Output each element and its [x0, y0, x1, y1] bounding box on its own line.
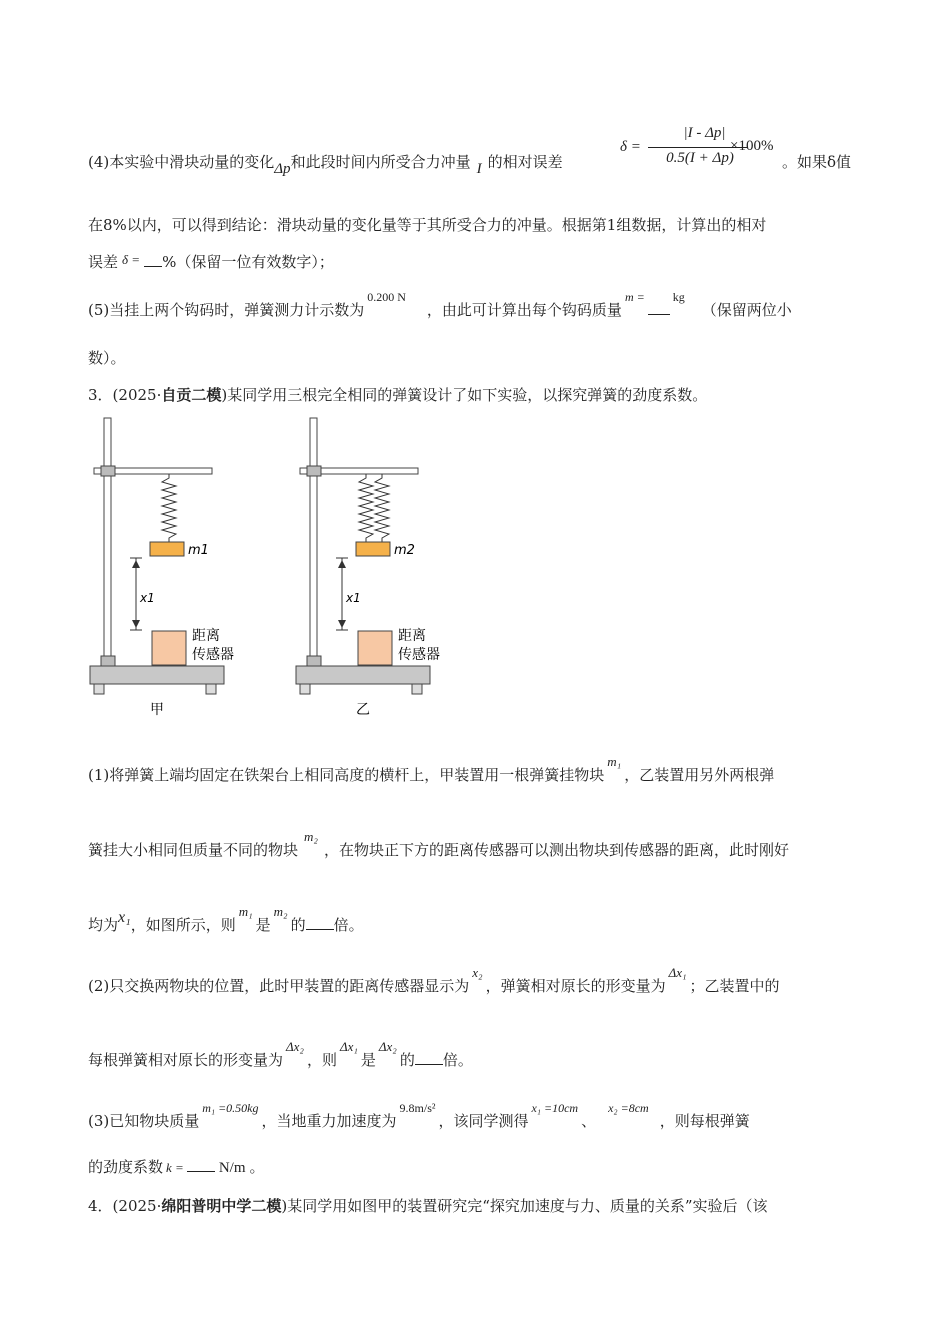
- delta-symbol: δ =: [122, 252, 141, 267]
- m1-symbol: m₁: [238, 904, 253, 919]
- dx1-symbol: Δx₁: [339, 1039, 358, 1054]
- sensor-label-2: 传感器: [398, 647, 440, 663]
- sub1-line-3: [88, 904, 364, 936]
- text: ，则每根弹簧: [659, 1112, 750, 1130]
- sub2-line-2: [88, 1039, 473, 1071]
- text: 、: [581, 1112, 597, 1130]
- q4-line-3: [88, 252, 334, 273]
- text: ，该同学测得: [438, 1112, 529, 1130]
- sensor-label-2: 传感器: [192, 647, 234, 663]
- text: 在8%以内，可以得到结论：滑块动量的变化量等于其所受合力的冲量。根据第1组数据，计算出的相对: [88, 216, 767, 234]
- text: )某同学用三根完全相同的弹簧设计了如下实验，以探究弹簧的劲度系数。: [221, 386, 708, 404]
- x1-value: x₁ =10cm: [531, 1101, 579, 1115]
- formula-delta: δ =: [620, 139, 641, 155]
- m1-symbol: m₁: [607, 754, 622, 769]
- sub2-line-1: [88, 965, 780, 997]
- text: ，当地重力加速度为: [261, 1112, 397, 1130]
- label-x1: x1: [140, 591, 155, 605]
- text: ，在物块正下方的距离传感器可以测出物块到传感器的距离，此时刚好: [323, 841, 789, 859]
- problem-number: 3．(2025·: [88, 386, 162, 404]
- x1-symbol: x₁: [118, 909, 131, 926]
- k-symbol: k =: [166, 1160, 184, 1175]
- answer-blank[interactable]: [144, 252, 162, 267]
- answer-blank[interactable]: [648, 300, 670, 315]
- text: 的相对误差: [487, 153, 563, 171]
- formula-denominator: 0.5(I + Δp): [666, 150, 734, 166]
- problem-source: 绵阳普明中学二模: [161, 1197, 282, 1215]
- mass-value: m₁ =0.50kg: [202, 1101, 259, 1115]
- text: ，乙装置用另外两根弹: [624, 766, 775, 784]
- label-m2: m2: [394, 543, 415, 558]
- text: ；乙装置中的: [689, 977, 780, 995]
- unit: N/m: [218, 1160, 246, 1176]
- text: (1)将弹簧上端均固定在铁架台上相同高度的横杆上，甲装置用一根弹簧挂物块: [88, 766, 605, 784]
- base: [296, 666, 430, 684]
- text: 均为: [88, 916, 119, 934]
- text: 簧挂大小相同但质量不同的物块: [88, 841, 299, 859]
- caption-jia: 甲: [150, 702, 164, 718]
- mass-symbol: m =: [624, 290, 645, 304]
- label-m1: m1: [188, 543, 209, 558]
- text: ，弹簧相对原长的形变量为: [485, 977, 666, 995]
- text: （保留两位小: [701, 301, 792, 319]
- label-x1: x1: [346, 591, 361, 605]
- text: 的劲度系数: [88, 1158, 164, 1176]
- delta-p: Δp: [274, 161, 291, 177]
- answer-blank[interactable]: [415, 1050, 443, 1065]
- base: [90, 666, 224, 684]
- distance-sensor: [358, 631, 392, 665]
- text: (3)已知物块质量: [88, 1112, 200, 1130]
- spring-right: [375, 474, 389, 542]
- text: 。如果δ值: [782, 153, 852, 171]
- text: 是: [360, 1051, 376, 1069]
- q4-line-1-end: [782, 152, 851, 172]
- q5-line-1: [88, 290, 792, 321]
- q5-line-2: [88, 348, 126, 368]
- text: 的: [290, 916, 306, 934]
- answer-blank[interactable]: [306, 915, 334, 930]
- sensor-label-1: 距离: [192, 628, 220, 644]
- text: %（保留一位有效数字）；: [162, 253, 334, 271]
- sub3-line-2: [88, 1157, 265, 1178]
- dx2-symbol: Δx₂: [286, 1039, 304, 1054]
- x2-value: x₂ =8cm: [608, 1101, 649, 1115]
- x2-symbol: x₂: [472, 965, 483, 980]
- sub1-line-2: [88, 829, 789, 861]
- distance-sensor: [152, 631, 186, 665]
- spring-experiment-figure: [86, 412, 446, 722]
- text: 误差: [88, 253, 119, 271]
- mass-block-m1: [150, 542, 184, 556]
- spring: [162, 474, 176, 542]
- spring-reading: 0.200 N: [367, 290, 406, 304]
- problem-number: 4．(2025·: [88, 1197, 162, 1215]
- text: 每根弹簧相对原长的形变量为: [88, 1051, 284, 1069]
- text: (5)当挂上两个钩码时，弹簧测力计示数为: [88, 301, 365, 319]
- text: 。: [249, 1158, 265, 1176]
- m2-symbol: m₂: [304, 829, 318, 844]
- q4-line-2: [88, 215, 766, 235]
- relative-error-formula: [620, 125, 785, 171]
- unit-kg: kg: [672, 290, 685, 304]
- problem-4-stem: [88, 1196, 768, 1216]
- text: 是: [255, 916, 271, 934]
- apparatus-yi: [296, 418, 440, 718]
- text: (2)只交换两物块的位置，此时甲装置的距离传感器显示为: [88, 977, 470, 995]
- text: )某同学用如图甲的装置研究完“探究加速度与力、质量的关系”实验后（该: [281, 1197, 768, 1215]
- text: (4)本实验中滑块动量的变化: [88, 153, 275, 171]
- spring-left: [359, 474, 373, 542]
- mass-block-m2: [356, 542, 390, 556]
- m2-symbol: m₂: [273, 904, 288, 919]
- text: 倍。: [333, 916, 364, 934]
- dx2-symbol: Δx₂: [378, 1039, 397, 1054]
- sub1-line-1: [88, 754, 775, 786]
- text: ，由此可计算出每个钩码质量: [426, 301, 622, 319]
- impulse-I: I: [476, 161, 482, 177]
- problem-source: 自贡二模: [161, 386, 222, 404]
- apparatus-jia: [90, 418, 234, 718]
- formula-multiplier: ×100%: [730, 138, 774, 154]
- caption-yi: 乙: [356, 702, 370, 718]
- sensor-label-1: 距离: [398, 628, 426, 644]
- text: 倍。: [442, 1051, 473, 1069]
- answer-blank[interactable]: [187, 1157, 215, 1172]
- gravity-value: 9.8m/s²: [399, 1101, 436, 1115]
- problem-3-stem: [88, 385, 707, 405]
- q4-line-1: [88, 152, 563, 177]
- dx1-symbol: Δx₁: [668, 965, 687, 980]
- text: ，如图所示，则: [130, 916, 236, 934]
- formula-numerator: |I - Δp|: [683, 125, 726, 141]
- text: 的: [399, 1051, 415, 1069]
- text: 数）。: [88, 349, 126, 367]
- text: ，则: [306, 1051, 337, 1069]
- sub3-line-1: [88, 1101, 750, 1132]
- text: 和此段时间内所受合力冲量: [290, 153, 471, 171]
